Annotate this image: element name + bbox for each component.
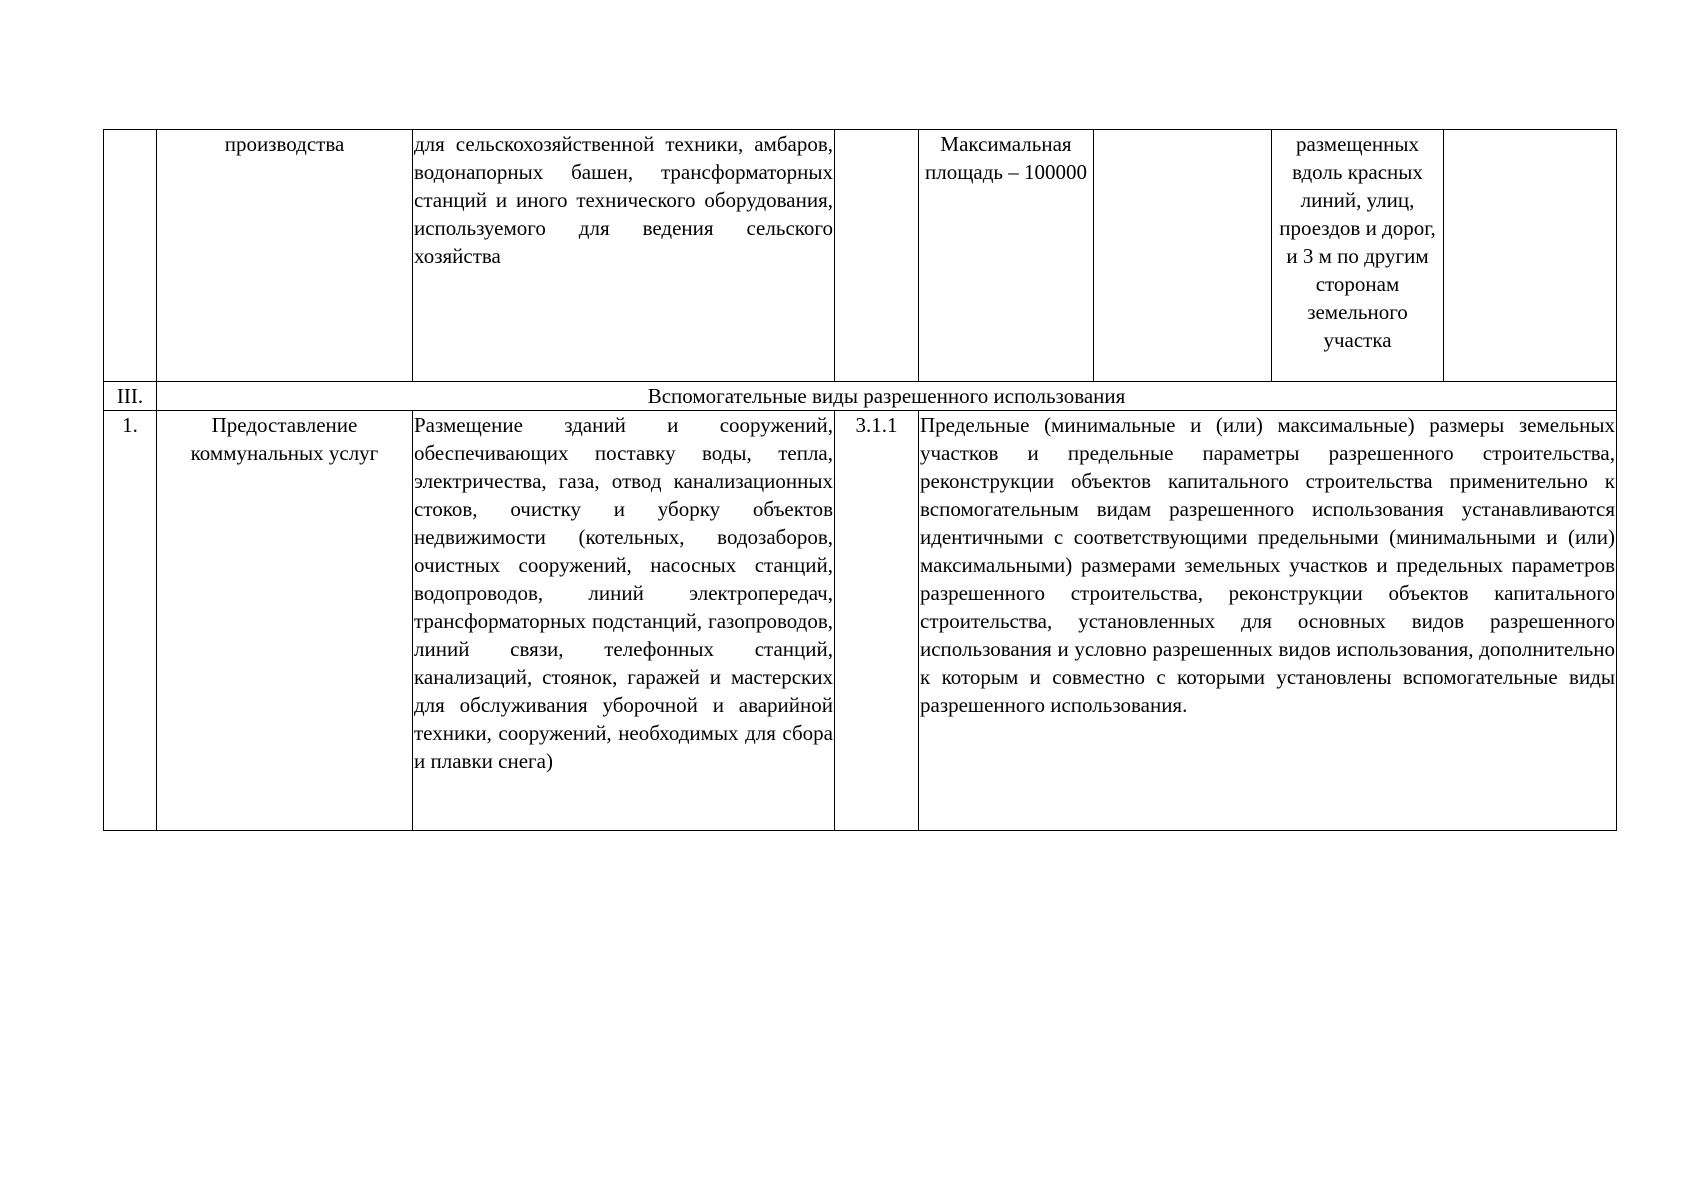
- use-description-cell: для сельскохозяйственной техники, амбаров, водонапорных башен, трансформаторных станций и иного технического оборудования, используемого для ведения сельского хозяйства: [413, 130, 835, 382]
- use-name-cell: производства: [157, 130, 413, 382]
- section-number-cell: III.: [104, 382, 157, 411]
- code-cell: 3.1.1: [835, 411, 919, 831]
- area-cell: Максимальная площадь – 100000: [919, 130, 1094, 382]
- table-row: [104, 411, 1617, 831]
- row-number-cell: [104, 130, 157, 382]
- setback-cell: размещенных вдоль красных линий, улиц, проездов и дорог, и 3 м по другим сторонам земельного участка: [1272, 130, 1444, 382]
- empty-cell: [1444, 130, 1617, 382]
- land-use-table: [103, 129, 1617, 831]
- use-name-cell: Предоставление коммунальных услуг: [157, 411, 413, 831]
- section-title: Вспомогательные виды разрешенного использования: [157, 382, 1617, 411]
- row-number-cell: 1.: [104, 411, 157, 831]
- code-cell: [835, 130, 919, 382]
- parameters-cell: Предельные (минимальные и (или) максимальные) размеры земельных участков и предельные параметры разрешенного строительства, реконструкции объектов капитального строительства применительно к вспомогательным видам разрешенного использования устанавливаются идентичными с соответствующими предельными (минимальными и (или) максимальными) размерами земельных участков и предельных параметров разрешенного строительства, реконструкции объектов капитального строительства, установленных для основных видов разрешенного использования и условно разрешенных видов использования, дополнительно к которым и совместно с которыми установлены вспомогательные виды разрешенного использования.: [919, 411, 1617, 831]
- use-description-cell: Размещение зданий и сооружений, обеспечивающих поставку воды, тепла, электричества, газа, отвод канализационных стоков, очистку и уборку объектов недвижимости (котельных, водозаборов, очистных сооружений, насосных станций, водопроводов, линий электропередач, трансформаторных подстанций, газопроводов, линий связи, телефонных станций, канализаций, стоянок, гаражей и мастерских для обслуживания уборочной и аварийной техники, сооружений, необходимых для сбора и плавки снега): [413, 411, 835, 831]
- empty-cell: [1094, 130, 1272, 382]
- table-row-continuation: [104, 130, 1617, 382]
- section-header-row: [104, 382, 1617, 411]
